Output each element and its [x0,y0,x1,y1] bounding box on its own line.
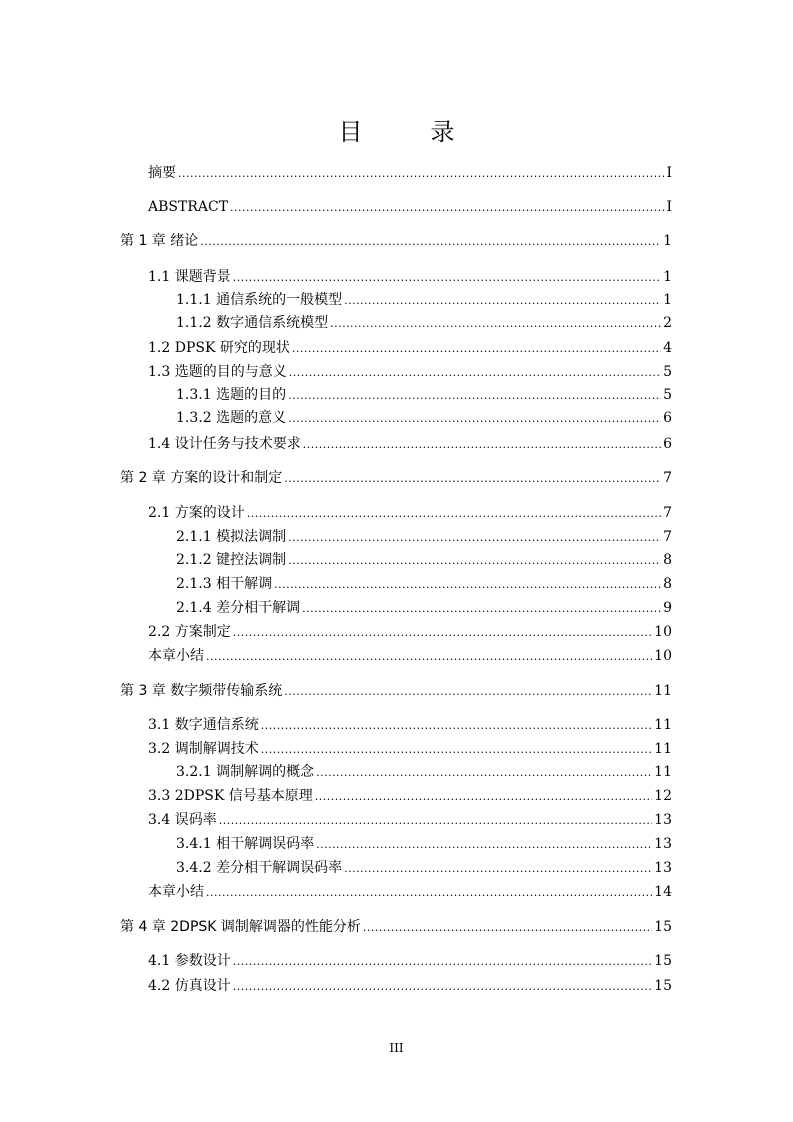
toc-entry-page-number: 6 [663,410,672,426]
toc-entry[interactable] [148,715,672,735]
toc-entry-page-number: 11 [654,683,672,699]
toc-entry-label: 3.1 数字通信系统 [148,717,259,733]
toc-entry-label: 1.2 DPSK 研究的现状 [148,340,290,356]
toc-chapter-entry[interactable] [120,468,672,488]
toc-dot-leader [363,917,652,938]
toc-entry[interactable] [176,408,672,428]
toc-entry-label: 第 4 章 2DPSK 调制解调器的性能分析 [120,919,361,935]
toc-dot-leader [344,290,661,311]
toc-dot-leader [288,385,661,406]
toc-entry[interactable] [148,362,672,382]
toc-dot-leader [219,810,652,831]
toc-entry[interactable] [176,313,672,333]
toc-entry[interactable] [148,739,672,759]
toc-entry-page-number: 11 [654,741,672,757]
toc-entry-label: 第 1 章 绪论 [120,233,199,249]
toc-entry-label: 1.3.2 选题的意义 [176,410,287,426]
toc-entry-label: 2.1.4 差分相干解调 [176,600,301,616]
toc-entry-page-number: 10 [654,624,672,640]
toc-dot-leader [316,834,652,855]
toc-entry-label: 3.2.1 调制解调的概念 [176,764,315,780]
toc-entry-label: 1.4 设计任务与技术要求 [148,436,301,452]
toc-entry-label: 3.4.1 相干解调误码率 [176,836,315,852]
toc-entry-label: 4.2 仿真设计 [148,978,231,994]
toc-dot-leader [344,858,652,879]
toc-dot-leader [292,338,661,359]
toc-dot-leader [288,408,661,429]
toc-entry-page-number: 1 [663,292,672,308]
toc-dot-leader [288,527,661,548]
toc-entry[interactable] [148,163,672,183]
toc-entry[interactable] [148,810,672,830]
toc-entry[interactable] [148,267,672,287]
toc-entry[interactable] [148,434,672,454]
toc-entry[interactable] [148,951,672,971]
toc-entry-page-number: 6 [663,436,672,452]
toc-entry[interactable] [148,882,672,902]
toc-entry-label: 2.1 方案的设计 [148,505,245,521]
toc-dot-leader [315,786,652,807]
toc-entry-page-number: 1 [663,269,672,285]
toc-dot-leader [261,739,652,760]
toc-dot-leader [178,163,664,184]
toc-entry[interactable] [148,786,672,806]
toc-entry-page-number: 8 [663,576,672,592]
toc-entry[interactable] [148,197,672,217]
toc-entry-label: 1.3 选题的目的与意义 [148,364,287,380]
toc-entry-label: 3.3 2DPSK 信号基本原理 [148,788,313,804]
toc-dot-leader [284,468,661,489]
toc-entry-label: 2.1.3 相干解调 [176,576,273,592]
toc-entry-label: 2.1.1 模拟法调制 [176,529,287,545]
toc-entry-label: ABSTRACT [148,199,229,215]
toc-entry-label: 2.2 方案制定 [148,624,231,640]
toc-entry-page-number: 5 [663,387,672,403]
toc-entry-page-number: 15 [654,978,672,994]
toc-entry-label: 1.1 课题背景 [148,269,231,285]
toc-entry-page-number: I [666,199,672,215]
toc-dot-leader [302,598,661,619]
toc-entry-label: 3.2 调制解调技术 [148,741,259,757]
toc-entry-label: 摘要 [148,165,176,181]
toc-entry-page-number: 4 [663,340,672,356]
toc-entry-page-number: 11 [654,764,672,780]
toc-entry[interactable] [148,622,672,642]
toc-entry[interactable] [148,503,672,523]
toc-dot-leader [206,646,652,667]
toc-entry-page-number: 8 [663,552,672,568]
toc-entry[interactable] [176,550,672,570]
toc-entry[interactable] [176,858,672,878]
toc-dot-leader [303,434,661,455]
page-number-footer: III [389,1041,404,1055]
toc-chapter-entry[interactable] [120,681,672,701]
toc-entry-label: 1.3.1 选题的目的 [176,387,287,403]
toc-entry-page-number: 2 [663,315,672,331]
toc-entry-page-number: 13 [654,812,672,828]
toc-entry-page-number: 11 [654,717,672,733]
toc-entry-page-number: 15 [654,953,672,969]
toc-entry[interactable] [176,762,672,782]
toc-dot-leader [233,951,652,972]
toc-entry-label: 3.4.2 差分相干解调误码率 [176,860,343,876]
toc-entry-page-number: 15 [654,919,672,935]
toc-entry[interactable] [176,834,672,854]
toc-chapter-entry[interactable] [120,231,672,251]
toc-entry-label: 本章小结 [148,648,204,664]
toc-dot-leader [200,231,661,252]
toc-entry[interactable] [176,598,672,618]
toc-dot-leader [274,574,661,595]
toc-entry[interactable] [176,290,672,310]
toc-entry-page-number: 1 [663,233,672,249]
toc-entry-page-number: 7 [663,505,672,521]
toc-dot-leader [206,882,652,903]
toc-entry-label: 3.4 误码率 [148,812,217,828]
toc-dot-leader [247,503,661,524]
toc-dot-leader [288,550,661,571]
toc-entry-page-number: 10 [654,648,672,664]
toc-entry[interactable] [176,527,672,547]
toc-dot-leader [233,976,652,997]
toc-entry-page-number: 7 [663,470,672,486]
toc-entry-label: 第 3 章 数字频带传输系统 [120,683,283,699]
toc-entry-label: 4.1 参数设计 [148,953,231,969]
toc-entry-page-number: 5 [663,364,672,380]
toc-entry-page-number: 13 [654,836,672,852]
toc-entry-label: 2.1.2 键控法调制 [176,552,287,568]
toc-entry-label: 1.1.2 数字通信系统模型 [176,315,329,331]
toc-entry[interactable] [148,646,672,666]
toc-entry[interactable] [176,385,672,405]
toc-dot-leader [233,622,652,643]
toc-entry-page-number: 14 [654,884,672,900]
toc-dot-leader [233,267,661,288]
toc-entry-label: 1.1.1 通信系统的一般模型 [176,292,343,308]
toc-chapter-entry[interactable] [120,917,672,937]
toc-entry[interactable] [148,976,672,996]
toc-dot-leader [230,197,664,218]
toc-entry-page-number: 12 [654,788,672,804]
toc-entry[interactable] [148,338,672,358]
page-title: 目 录 [338,118,477,146]
toc-entry-page-number: 9 [663,600,672,616]
toc-entry-label: 本章小结 [148,884,204,900]
toc-dot-leader [261,715,652,736]
toc-entry-label: 第 2 章 方案的设计和制定 [120,470,283,486]
toc-entry-page-number: 13 [654,860,672,876]
toc-dot-leader [289,362,661,383]
toc-entry-page-number: 7 [663,529,672,545]
toc-dot-leader [316,762,652,783]
toc-dot-leader [330,313,661,334]
toc-dot-leader [284,681,652,702]
toc-entry-page-number: I [666,165,672,181]
toc-entry[interactable] [176,574,672,594]
